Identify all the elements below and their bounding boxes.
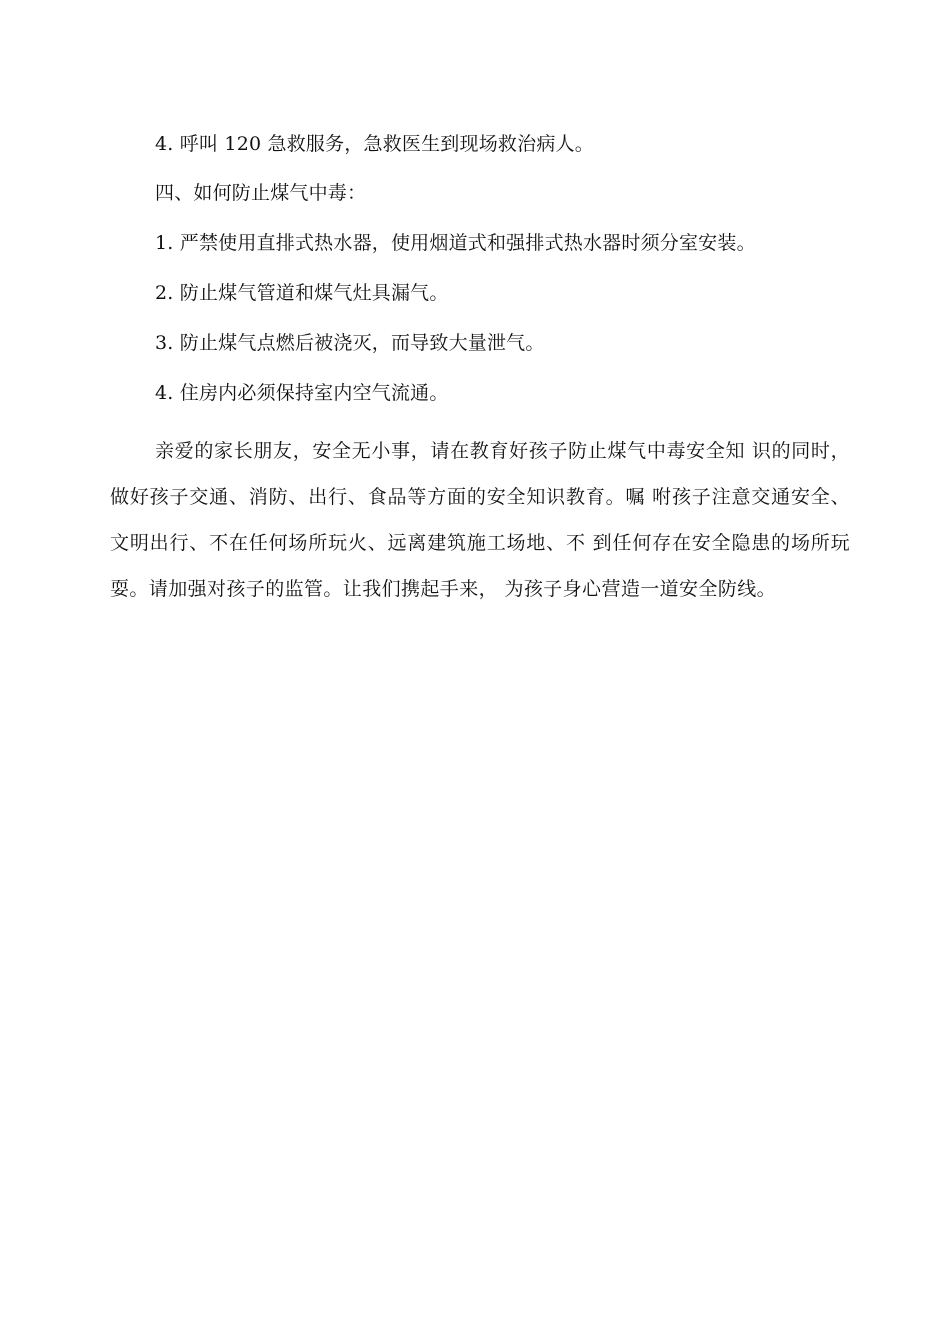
prevention-item-2: 2. 防止煤气管道和煤气灶具漏气。 xyxy=(155,282,449,304)
closing-paragraph: 亲爱的家长朋友，安全无小事，请在教育好孩子防止煤气中毒安全知 识的同时，做好孩子交通、消防、出行、食品等方面的安全知识教育。嘱 咐孩子注意交通安全、文明出行、不在任何场所玩火、远离建筑施工场地、不 到任何存在安全隐患的场所玩耍。请加强对孩子的监管。让我们携起手来， 为孩子身心营造一道安全防线。 xyxy=(110,440,850,600)
prevention-item-3: 3. 防止煤气点燃后被浇灭，而导致大量泄气。 xyxy=(155,332,545,354)
step-4-call-120: 4. 呼叫 120 急救服务，急救医生到现场救治病人。 xyxy=(155,133,594,155)
section-heading-prevention: 四、如何防止煤气中毒： xyxy=(155,182,367,204)
prevention-item-1: 1. 严禁使用直排式热水器，使用烟道式和强排式热水器时须分室安装。 xyxy=(155,232,756,254)
prevention-item-4: 4. 住房内必须保持室内空气流通。 xyxy=(155,382,449,404)
